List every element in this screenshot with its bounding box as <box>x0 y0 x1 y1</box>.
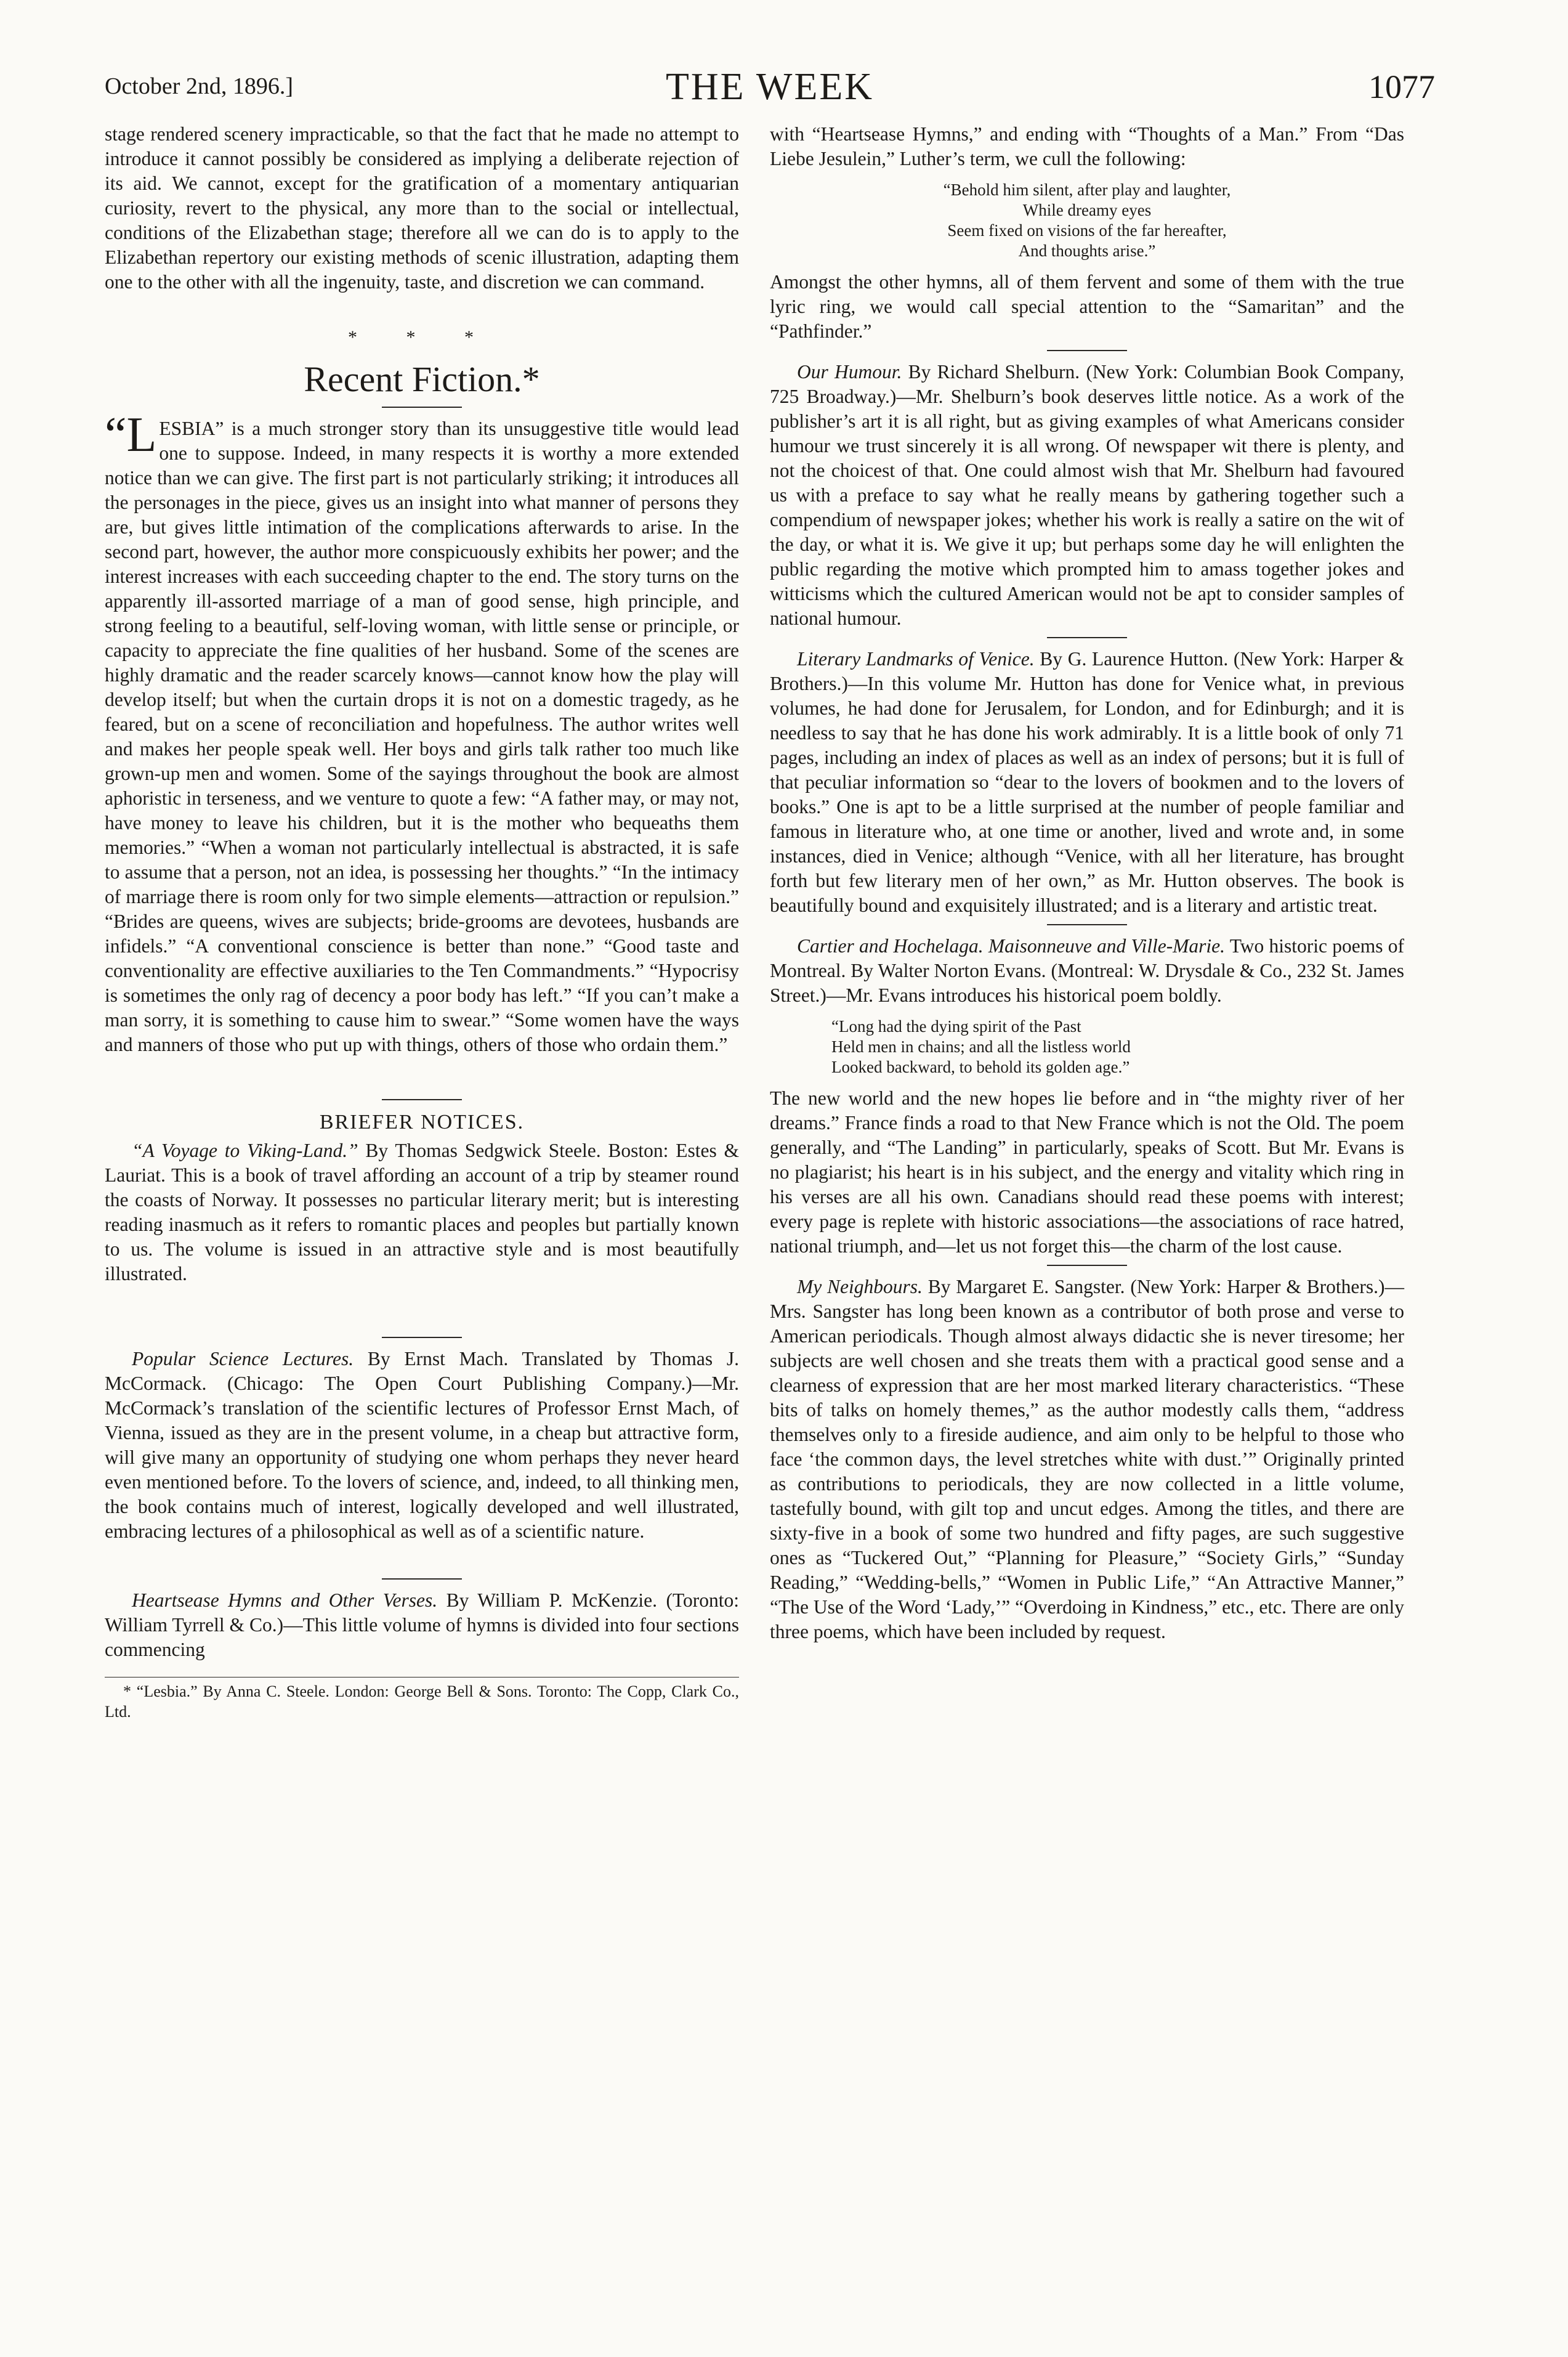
popular-science-review <box>105 1347 739 1544</box>
verse-line: And thoughts arise.” <box>1018 241 1156 260</box>
voyage-review <box>105 1138 739 1286</box>
verse-line: Held men in chains; and all the listless world <box>831 1037 1131 1056</box>
voyage-review-body: By Thomas Sedgwick Steele. Boston: Estes & Lauriat. This is a book of travel affording an account of a trip by steamer round the coasts of Norway. It possesses no particular literary merit; but is interesting reading inasmuch as it refers to romantic places and peoples but partially known to us. The volume is issued in an attractive style and is most beautifully illustrated. <box>105 1140 740 1284</box>
divider <box>382 1578 462 1580</box>
cartier-title: Cartier and Hochelaga. Maisonneuve and Ville-Marie. <box>797 935 1226 957</box>
verse-line: “Long had the dying spirit of the Past <box>831 1017 1081 1036</box>
issue-date: October 2nd, 1896.] <box>105 73 294 99</box>
section-title-recent-fiction: Recent Fiction.* <box>304 359 540 399</box>
divider <box>1047 350 1127 351</box>
intro-paragraph: stage rendered scenery impracticable, so that the fact that he made no attempt to introduce it cannot possibly be considered as implying a deliberate rejection of its aid. We cannot, except for the gratification of a momentary antiquarian curiosity, revert to the physical, any more than to the social or intellectual, conditions of the Elizabethan stage; therefore all we can do is to apply to the Elizabethan repertory our existing methods of scenic illustration, adapting them one to the other with all the ingenuity, taste, and discretion we can command. <box>105 123 739 293</box>
popular-science-body: By Ernst Mach. Translated by Thomas J. McCormack. (Chicago: The Open Court Publishing Company.)—Mr. McCormack’s translation of the scientific lectures of Professor Ernst Mach, of Vienna, issued as they are in the present volume, in a cheap but attractive form, will give many an opportunity of studying one whom perhaps they never heard even mentioned before. To the lovers of science, and, indeed, to all thinking men, the book contains much of interest, logically developed and well illustrated, embracing lectures of a philosophical as well as of a scientific nature. <box>105 1348 739 1542</box>
verse-line: Seem fixed on visions of the far hereafter, <box>947 221 1227 240</box>
divider <box>382 407 462 408</box>
humour-title: Our Humour. <box>797 361 902 383</box>
footnote: * “Lesbia.” By Anna C. Steele. London: George Bell & Sons. Toronto: The Copp, Clark Co., Ltd. <box>105 1677 739 1722</box>
verse-line: “Behold him silent, after play and laughter, <box>943 181 1231 199</box>
venice-review <box>770 647 1404 918</box>
neighbours-body: By Margaret E. Sangster. (New York: Harper & Brothers.)—Mrs. Sangster has long been known as a contributor of both prose and verse to American periodicals. Though almost always didactic she is never tiresome; her subjects are well chosen and she treats them with a practical good sense and a clearness of expression that are her most marked literary characteristics. “These bits of talks on homely themes,” as the author modestly calls them, “address themselves only to a fireside audience, and aim only to be helpful to those who face ‘the common days, the level stretches white with dust.’” Originally printed as contributions to periodicals, they are now collected in a little volume, tastefully bound, with gilt top and uncut edges. Among the titles, and there are sixty-five in a book of some two hundred and fifty pages, are such suggestive ones as “Tuckered Out,” “Planning for Pleasure,” “Society Girls,” “Sunday Reading,” “Wedding-bells,” “Women in Public Life,” “An Attractive Manner,” “The Use of the Word ‘Lady,’” “Overdoing in Kindness,” etc., etc. There are only three poems, which have been included by request. <box>770 1276 1404 1642</box>
section-title-briefer-notices: BRIEFER NOTICES. <box>319 1111 525 1134</box>
section-separator-stars: * * * <box>348 327 496 347</box>
heartsease-title: Heartsease Hymns and Other Verses. <box>132 1589 438 1611</box>
divider <box>1047 924 1127 925</box>
page-number: 1077 <box>1368 68 1435 105</box>
divider <box>1047 1265 1127 1266</box>
heartsease-body: By William P. McKenzie. (Toronto: William Tyrrell & Co.)—This little volume of hymns is divided into four sections commencing <box>105 1589 739 1660</box>
humour-body: By Richard Shelburn. (New York: Columbian Book Company, 725 Broadway.)—Mr. Shelburn’s book deserves little notice. As a work of the publisher’s art it is all right, but as giving examples of what Americans consider humour we trust sincerely it is all wrong. Of newspaper wit there is plenty, and not the choicest of that. One could almost wish that Mr. Shelburn had favoured us with a preface to say what he really means by gathering together such a compendium of newspaper jokes; whether his work is really a satire on the wit of the day, or what it is. We give it up; but perhaps some day he will enlighten the public regarding the motive which prompted him to amass together jokes and witticisms which the cultured American would not be apt to consider samples of national humour. <box>770 361 1404 629</box>
divider <box>1047 637 1127 638</box>
heartsease-review <box>105 1588 739 1662</box>
heartsease-conclusion: Amongst the other hymns, all of them fervent and some of them with the true lyric ring, we would call special attention to the “Samaritan” and the “Pathfinder.” <box>770 271 1404 342</box>
popular-science-title: Popular Science Lectures. <box>132 1348 354 1369</box>
page-header <box>105 66 1435 122</box>
poem-quote <box>770 1016 1404 1077</box>
neighbours-review <box>770 1275 1404 1644</box>
cartier-body: Two historic poems of Montreal. By Walter Norton Evans. (Montreal: W. Drysdale & Co., 232 St. James Street.)—Mr. Evans introduces his historical poem boldly. <box>770 935 1404 1006</box>
cartier-conclusion: The new world and the new hopes lie before and in “the mighty river of her dreams.” France finds a road to that New France which is not the Old. The poem generally, and “The Landing” in particularly, speaks of Scott. But Mr. Evans is no plagiarist; his heart is in his subject, and the energy and vitality which ring in his verses are all his own. Canadians should read these poems with interest; every page is replete with historic associations—the associations of race hatred, national triumph, and—let us not forget this—the charm of the lost cause. <box>770 1087 1404 1257</box>
voyage-review-title: “A Voyage to Viking-Land.” <box>132 1140 358 1161</box>
humour-review <box>770 360 1404 631</box>
venice-body: By G. Laurence Hutton. (New York: Harper & Brothers.)—In this volume Mr. Hutton has done for Venice what, in previous volumes, he had done for Jerusalem, for London, and for Edinburgh; and it is needless to say that he has done his work admirably. It is a little book of only 71 pages, including an index of places as well as an index of persons; but it is full of that peculiar information so “dear to the lovers of bookmen and to the lovers of books.” One is apt to be a little surprised at the number of people familiar and famous in literature who, at one time or another, lived and wrote and, in some instances, died in Venice; although “Venice, with all her literature, has brought forth but few literary men of her own,” as Mr. Hutton observes. The book is beautifully bound and exquisitely illustrated; and is a literary and artistic treat. <box>770 648 1405 916</box>
left-column <box>105 122 739 1722</box>
lesbia-review: “LESBIA” is a much stronger story than its unsuggestive title would lead one to suppose. Indeed, in many respects it is worthy a more extended notice than we can give. The first part is not particularly striking; it introduces all the personages in the piece, gives us an insight into what manner of persons they are, but gives little intimation of the complications afterwards to arise. In the second part, however, the author more conspicuously exhibits her power; and the interest increases with each succeeding chapter to the end. The story turns on the apparently ill-assorted marriage of a man of good sense, high principle, and strong feeling to a beautiful, self-loving woman, with little sense or principle, or capacity to appreciate the fine qualities of her husband. Some of the scenes are highly dramatic and the reader scarcely knows—cannot know how the play will develop itself; but when the curtain drops it is not on a domestic tragedy, as he feared, but on a scene of reconciliation and hopefulness. The author writes well and makes her people speak well. Her boys and girls talk rather too much like grown-up men and women. Some of the sayings throughout the book are almost aphoristic in terseness, and we venture to quote a few: “A father may, or may not, have money to leave his children, but it is the mother who bequeaths them memories.” “When a woman not particularly intellectual is abstracted, it is safe to assume that a person, not an idea, is possessing her thoughts.” “In the intimacy of marriage there is room only for two simple elements—attraction or repulsion.” “Brides are queens, wives are subjects; bride-grooms are devotees, husbands are infidels.” “A conventional conscience is better than none.” “Good taste and conventionality are effective auxiliaries to the Ten Commandments.” “Hypocrisy is sometimes the only rag of decency a poor body has left.” “If you can’t make a man sorry, it is something to cause him to swear.” “Some women have the ways and manners of those who put up with things, others of those who ordain them.” <box>105 408 739 1055</box>
neighbours-title: My Neighbours. <box>797 1276 923 1297</box>
hymn-quote <box>770 180 1404 261</box>
divider <box>382 1099 462 1100</box>
masthead-title: THE WEEK <box>666 66 874 108</box>
verse-line: While dreamy eyes <box>1022 201 1152 219</box>
cartier-review <box>770 934 1404 1008</box>
heartsease-continued: with “Heartsease Hymns,” and ending with “Thoughts of a Man.” From “Das Liebe Jesulein,” Luther’s term, we cull the following: <box>770 123 1404 169</box>
venice-title: Literary Landmarks of Venice. <box>797 648 1035 670</box>
divider <box>382 1337 462 1338</box>
verse-line: Looked backward, to behold its golden age.” <box>831 1058 1130 1076</box>
right-column <box>770 122 1404 1644</box>
